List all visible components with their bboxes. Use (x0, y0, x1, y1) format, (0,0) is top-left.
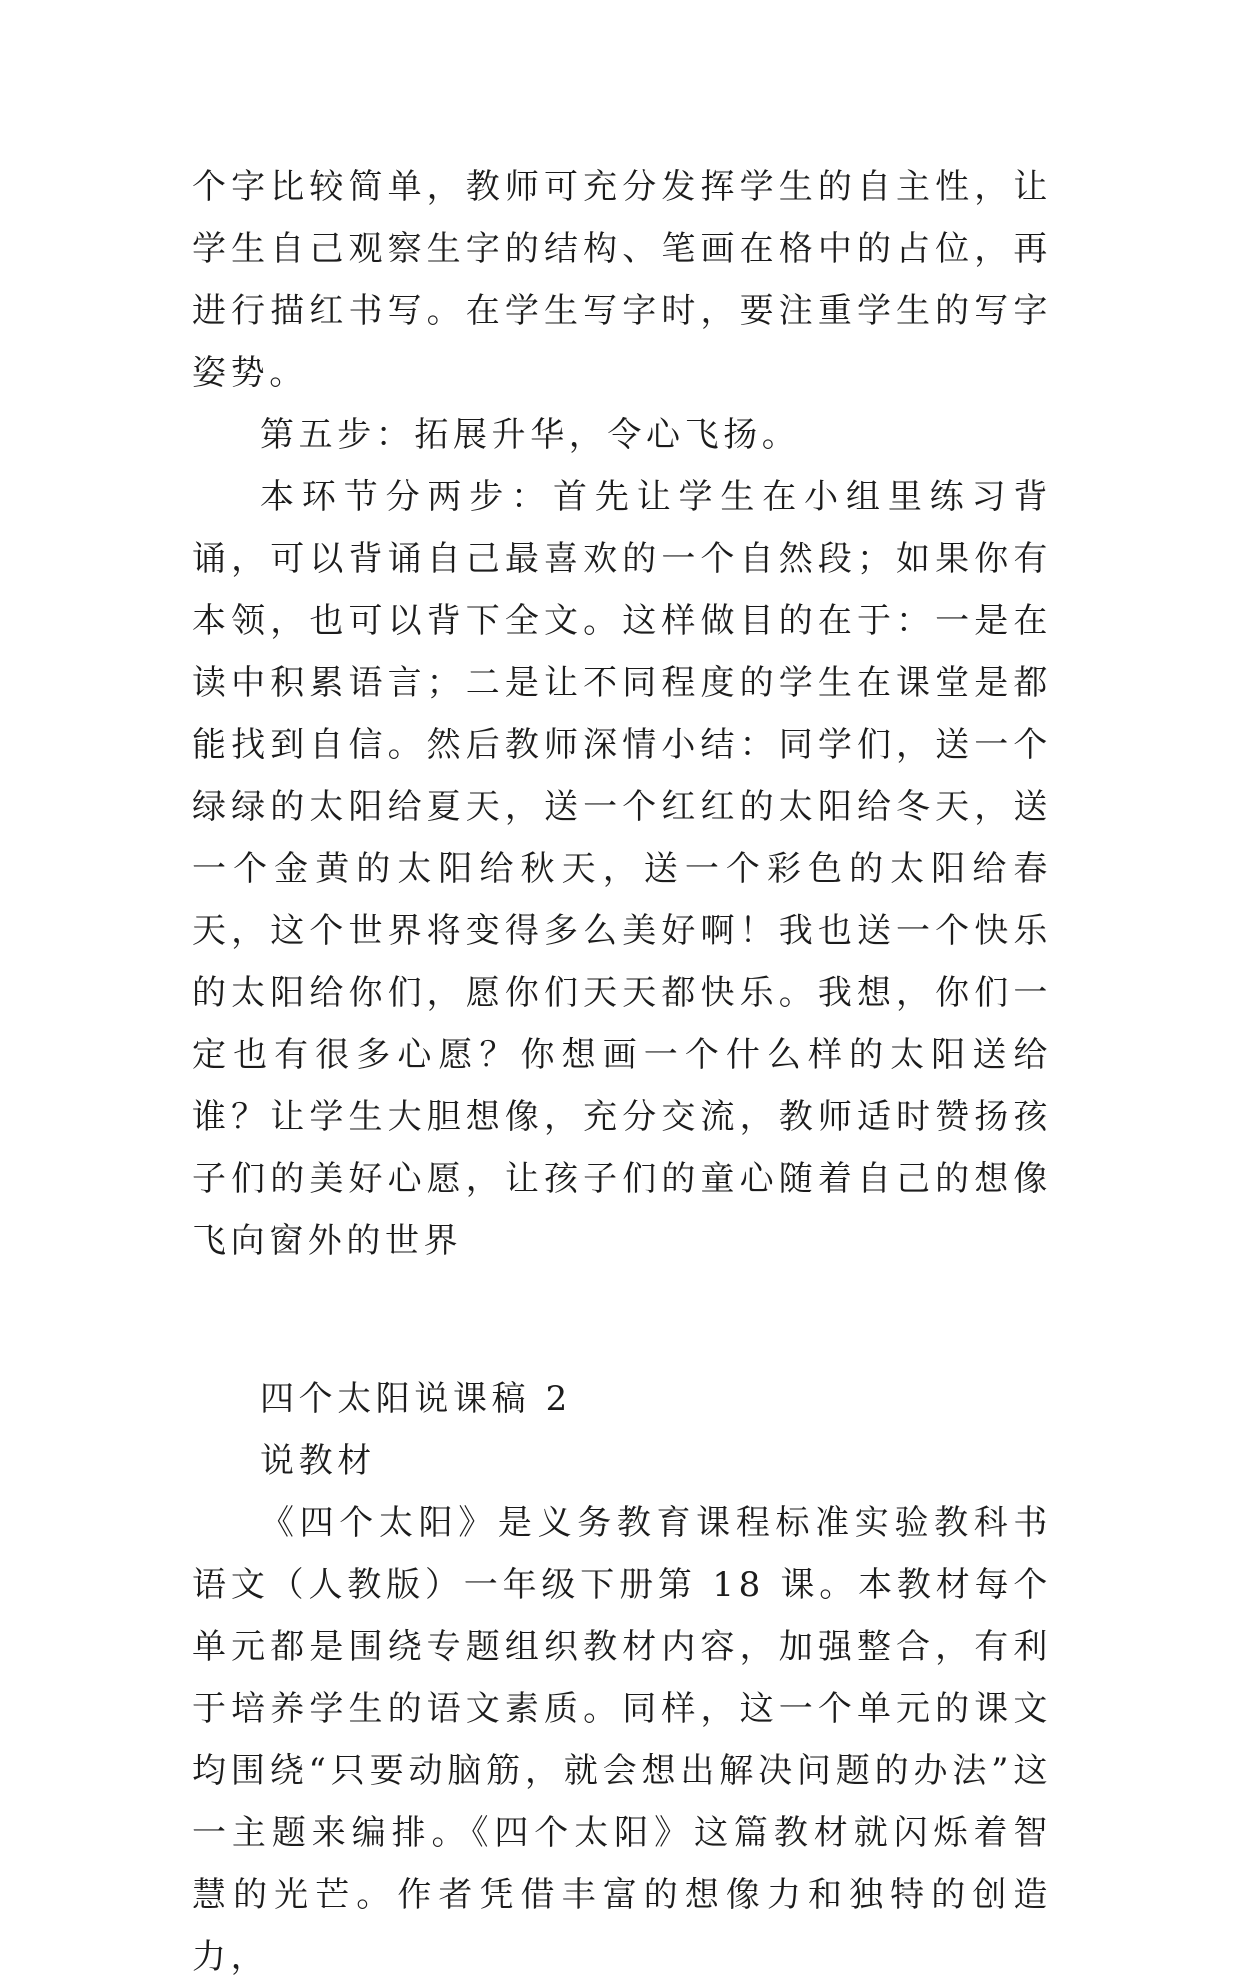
section-spacer (192, 1272, 1052, 1368)
step-five-heading: 第五步：拓展升华，令心飞扬。 (260, 415, 801, 455)
section-title: 四个太阳说课稿 2 (260, 1379, 572, 1419)
subsection-title: 说教材 (260, 1441, 376, 1481)
paragraph-textbook: 《四个太阳》是义务教育课程标准实验教科书语文（人教版）一年级下册第 18 课。本教材每个单元都是围绕专题组织教材内容，加强整合，有利于培养学生的语文素质。同样，这一个单元的课文均围绕“只要动脑筋，就会想出解决问题的办法”这一主题来编排。《四个太阳》这篇教材就闪烁着智慧的光芒。作者凭借丰富的想像力和独特的创造力， (192, 1503, 1052, 1977)
paragraph-step-five: 本环节分两步：首先让学生在小组里练习背诵，可以背诵自己最喜欢的一个自然段；如果你有本领，也可以背下全文。这样做目的在于：一是在读中积累语言；二是让不同程度的学生在课堂是都能找到自信。然后教师深情小结：同学们，送一个绿绿的太阳给夏天，送一个红红的太阳给冬天，送一个金黄的太阳给秋天，送一个彩色的太阳给春天，这个世界将变得多么美好啊！我也送一个快乐的太阳给你们，愿你们天天都快乐。我想，你们一定也有很多心愿？你想画一个什么样的太阳送给谁？让学生大胆想像，充分交流，教师适时赞扬孩子们的美好心愿，让孩子们的童心随着自己的想像飞向窗外的世界 (192, 477, 1052, 1261)
document-body (192, 156, 1052, 1988)
paragraph-continuation: 个字比较简单，教师可充分发挥学生的自主性，让学生自己观察生字的结构、笔画在格中的占位，再进行描红书写。在学生写字时，要注重学生的写字姿势。 (192, 167, 1052, 393)
